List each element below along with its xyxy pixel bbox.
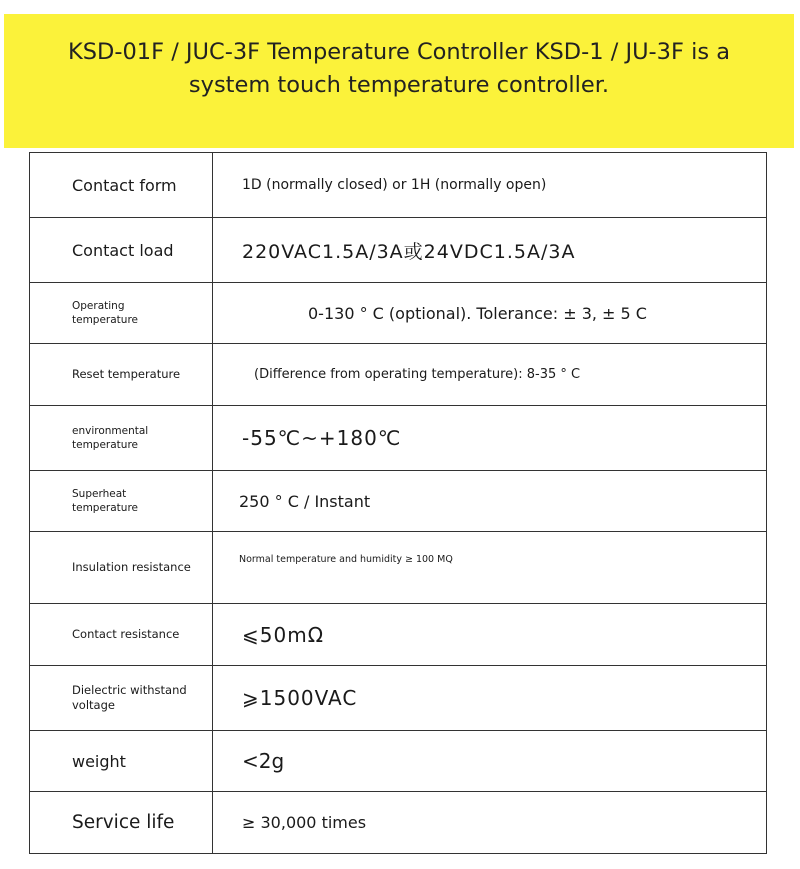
spec-value-cell xyxy=(213,731,767,792)
spec-label: weight xyxy=(72,751,126,771)
spec-value: Normal temperature and humidity ≥ 100 MQ xyxy=(239,554,453,565)
spec-value-cell xyxy=(213,153,767,218)
table-row xyxy=(30,666,767,731)
spec-label-cell xyxy=(30,153,213,218)
spec-label: environmental temperature xyxy=(72,425,149,451)
spec-table xyxy=(29,152,767,854)
table-row xyxy=(30,731,767,792)
spec-value-cell xyxy=(213,471,767,532)
spec-label: Dielectric withstand voltage xyxy=(72,683,187,712)
spec-value-cell xyxy=(213,792,767,854)
spec-value-cell xyxy=(213,532,767,604)
spec-value-cell xyxy=(213,283,767,344)
spec-label: Superheat temperature xyxy=(72,488,138,514)
spec-label-cell xyxy=(30,604,213,666)
spec-value-cell xyxy=(213,604,767,666)
spec-label-cell xyxy=(30,532,213,604)
spec-value: (Difference from operating temperature): 8-35 ° C xyxy=(254,367,581,382)
spec-value: ⩽50mΩ xyxy=(242,622,324,647)
spec-label-cell xyxy=(30,666,213,731)
spec-value: 0-130 ° C (optional). Tolerance: ± 3, ± 5 C xyxy=(308,303,647,323)
spec-value-cell xyxy=(213,218,767,283)
spec-value-cell xyxy=(213,406,767,471)
spec-value-cell xyxy=(213,344,767,406)
spec-value: <2g xyxy=(242,749,285,773)
title-banner xyxy=(4,14,794,148)
spec-label: Operating temperature xyxy=(72,300,138,326)
table-row xyxy=(30,471,767,532)
banner-title: KSD-01F / JUC-3F Temperature Controller KSD-1 / JU-3F is a system touch temperature controller. xyxy=(67,39,730,98)
spec-label-cell xyxy=(30,731,213,792)
table-row xyxy=(30,532,767,604)
spec-value-cell xyxy=(213,666,767,731)
spec-label: Contact resistance xyxy=(72,627,180,641)
spec-label-cell xyxy=(30,344,213,406)
table-row xyxy=(30,406,767,471)
spec-value: 1D (normally closed) or 1H (normally open) xyxy=(242,177,547,193)
table-row xyxy=(30,792,767,854)
table-row xyxy=(30,283,767,344)
spec-label: Contact form xyxy=(72,175,177,195)
spec-value: 220VAC1.5A/3A或24VDC1.5A/3A xyxy=(242,240,576,263)
spec-label: Insulation resistance xyxy=(72,560,191,574)
spec-value: -55℃~+180℃ xyxy=(242,426,402,450)
spec-value: 250 ° C / Instant xyxy=(239,491,371,511)
spec-value: ⩾1500VAC xyxy=(242,686,358,710)
spec-label-cell xyxy=(30,406,213,471)
spec-label-cell xyxy=(30,218,213,283)
spec-value: ≥ 30,000 times xyxy=(242,813,367,832)
spec-label: Contact load xyxy=(72,240,174,260)
table-row xyxy=(30,344,767,406)
table-row xyxy=(30,218,767,283)
table-row xyxy=(30,604,767,666)
spec-label: Reset temperature xyxy=(72,367,181,381)
spec-label-cell xyxy=(30,283,213,344)
spec-label: Service life xyxy=(72,812,175,833)
table-row xyxy=(30,153,767,218)
spec-label-cell xyxy=(30,792,213,854)
spec-label-cell xyxy=(30,471,213,532)
